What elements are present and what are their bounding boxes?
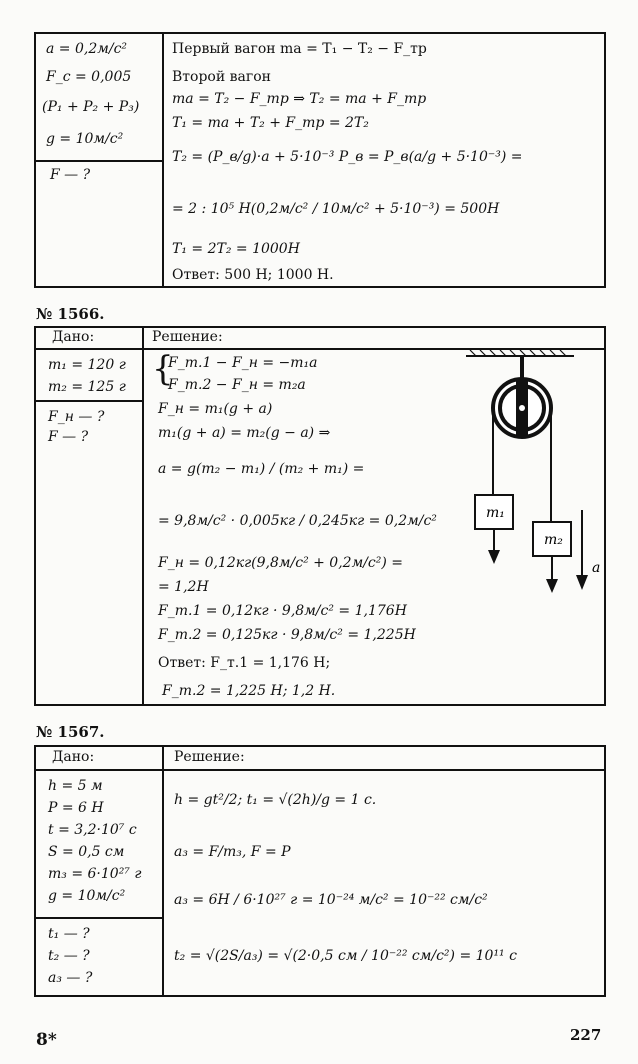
given-line: m₂ = 125 г [48,379,126,395]
answer-line: F_т.2 = 1,225 Н; 1,2 Н. [162,683,336,699]
solution-line: a₃ = F/m₃, F = P [174,844,291,860]
solution-line: = 1,2Н [158,579,209,595]
solution-line: F_т.2 = 0,125кг · 9,8м/с² = 1,225Н [158,627,416,643]
given-line: t = 3,2·10⁷ с [48,822,137,838]
pulley-icon [493,378,551,438]
solution-line: F_н = m₁(g + a) [158,401,273,417]
solution-line: T₁ = ma + T₂ + F_тр = 2T₂ [172,115,369,131]
given-line: a = 0,2м/с² [46,41,128,57]
given-line: g = 10м/с² [46,131,124,147]
force-arrow-1 [488,529,500,564]
acceleration-arrow [576,510,588,590]
find-line: t₂ — ? [48,948,90,964]
pulley-diagram [436,350,604,600]
solution-line: ma = T₂ − F_тр ⇒ T₂ = ma + F_тр [172,91,427,107]
solution-header: Решение: [152,329,223,345]
solution-line: = 2 : 10⁵ Н(0,2м/с² / 10м/с² + 5·10⁻³) = 500Н [172,201,500,217]
answer-line: Ответ: F_т.1 = 1,176 Н; [158,655,331,671]
solution-line: h = gt²/2; t₁ = √(2h)/g = 1 с. [174,792,377,808]
column-divider [162,747,164,995]
given-find-divider [36,160,162,162]
system-line: F_т.2 − F_н = m₂a [168,377,306,393]
given-find-divider [36,917,162,919]
solution-line: a = g(m₂ − m₁) / (m₂ + m₁) = [158,461,365,477]
given-line: h = 5 м [48,778,103,794]
given-line: P = 6 Н [48,800,104,816]
given-line: S = 0,5 см [48,844,125,860]
page-number: 227 [570,1026,602,1044]
find-line: F_н — ? [48,409,105,425]
problem-number: № 1567. [36,723,105,741]
solution-line: = 9,8м/с² · 0,005кг / 0,245кг = 0,2м/с² [158,513,437,529]
problem-1566-table [34,326,606,706]
given-line: m₃ = 6·10²⁷ г [48,866,142,882]
answer-line: Ответ: 500 Н; 1000 Н. [172,267,334,283]
column-divider [142,328,144,704]
column-divider [162,34,164,286]
solution-line: a₃ = 6Н / 6·10²⁷ г = 10⁻²⁴ м/с² = 10⁻²² см/с² [174,892,488,908]
mass-1-label: m₁ [486,505,505,521]
given-line: m₁ = 120 г [48,357,126,373]
find-line: t₁ — ? [48,926,90,942]
signature-mark: 8* [36,1030,57,1050]
find-line: F — ? [50,167,91,183]
solution-line: Первый вагон ma = T₁ − T₂ − F_тр [172,41,427,57]
mass-2-label: m₂ [544,532,563,548]
acceleration-label: a [592,560,601,576]
given-line: g = 10м/с² [48,888,126,904]
ceiling-icon [466,350,574,380]
force-arrow-2 [546,556,558,593]
find-line: F — ? [48,429,89,445]
header-divider [36,769,604,771]
problem-1567-table [34,745,606,997]
solution-line: t₂ = √(2S/a₃) = √(2·0,5 см / 10⁻²² см/с²) = 10¹¹ с [174,948,517,964]
problem-number: № 1566. [36,305,105,323]
given-header: Дано: [52,749,95,765]
solution-line: F_н = 0,12кг(9,8м/с² + 0,2м/с²) = [158,555,403,571]
given-line: (P₁ + P₂ + P₃) [42,99,140,115]
given-find-divider [36,400,142,402]
find-line: a₃ — ? [48,970,93,986]
top-solution-table [34,32,606,288]
solution-line: T₁ = 2T₂ = 1000Н [172,241,300,257]
solution-line: F_т.1 = 0,12кг · 9,8м/с² = 1,176Н [158,603,407,619]
solution-line: T₂ = (P_в/g)·a + 5·10⁻³ P_в = P_в(a/g + 5·10⁻³) = [172,149,523,165]
given-header: Дано: [52,329,95,345]
system-line: F_т.1 − F_н = −m₁a [168,355,318,371]
system-brace: { [152,349,174,389]
solution-line: m₁(g + a) = m₂(g − a) ⇒ [158,425,331,441]
solution-header: Решение: [174,749,245,765]
solution-line: Второй вагон [172,69,271,85]
given-line: F_c = 0,005 [46,69,132,85]
